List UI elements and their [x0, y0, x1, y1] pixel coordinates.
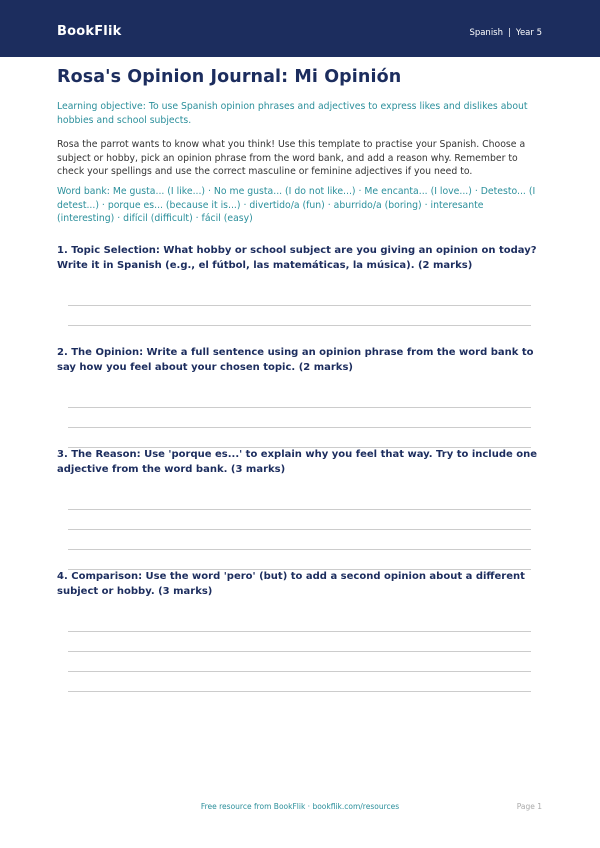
learning-objective: Learning objective: To use Spanish opinion phrases and adjectives to express likes and dislikes about hobbies and school subjects.	[57, 101, 528, 126]
answer-line[interactable]	[68, 325, 531, 326]
subject-label: Spanish	[469, 28, 504, 38]
question-4: 4. Comparison: Use the word 'pero' (but) to add a second opinion about a different subject or hobby. (3 marks)	[57, 571, 525, 597]
intro-paragraph: Rosa the parrot wants to know what you think! Use this template to practise your Spanish. Choose a subject or hobby, pick an opinion phrase from the word bank, and add a reason why. Remember to check your spellings and use the correct masculine or feminine adjectives if you need to.	[57, 139, 526, 177]
answer-line[interactable]	[68, 529, 531, 530]
year-label: Year 5	[515, 28, 542, 38]
word-bank: Word bank: Me gusta... (I like...) · No me gusta... (I do not like...) · Me encanta... (I love...) · Detesto... (I detest...) · porque es... (because it is...) · divertido/a (fun) · aburrido/a (boring) · interesante (interesting) · difícil (difficult) · fácil (easy)	[57, 186, 536, 224]
answer-line[interactable]	[68, 691, 531, 692]
subject-year-label	[469, 28, 542, 38]
answer-line[interactable]	[68, 427, 531, 428]
answer-line[interactable]	[68, 509, 531, 510]
question-1: 1. Topic Selection: What hobby or school subject are you giving an opinion on today? Write it in Spanish (e.g., el fútbol, las matemáticas, la música). (2 marks)	[57, 245, 537, 271]
answer-line[interactable]	[68, 651, 531, 652]
separator: |	[508, 28, 511, 38]
question-3: 3. The Reason: Use 'porque es...' to explain why you feel that way. Try to include one adjective from the word bank. (3 marks)	[57, 449, 538, 475]
brand-logo: BookFlik	[57, 24, 122, 39]
answer-line[interactable]	[68, 407, 531, 408]
answer-line[interactable]	[68, 549, 531, 550]
answer-line[interactable]	[68, 671, 531, 672]
answer-line[interactable]	[68, 305, 531, 306]
page-number: Page 1	[516, 802, 542, 811]
answer-line[interactable]	[68, 631, 531, 632]
header-bar	[0, 0, 600, 57]
question-2: 2. The Opinion: Write a full sentence using an opinion phrase from the word bank to say how you feel about your chosen topic. (2 marks)	[57, 347, 534, 373]
footer-credit: Free resource from BookFlik · bookflik.com/resources	[200, 802, 400, 811]
worksheet-title: Rosa's Opinion Journal: Mi Opinión	[57, 67, 402, 87]
